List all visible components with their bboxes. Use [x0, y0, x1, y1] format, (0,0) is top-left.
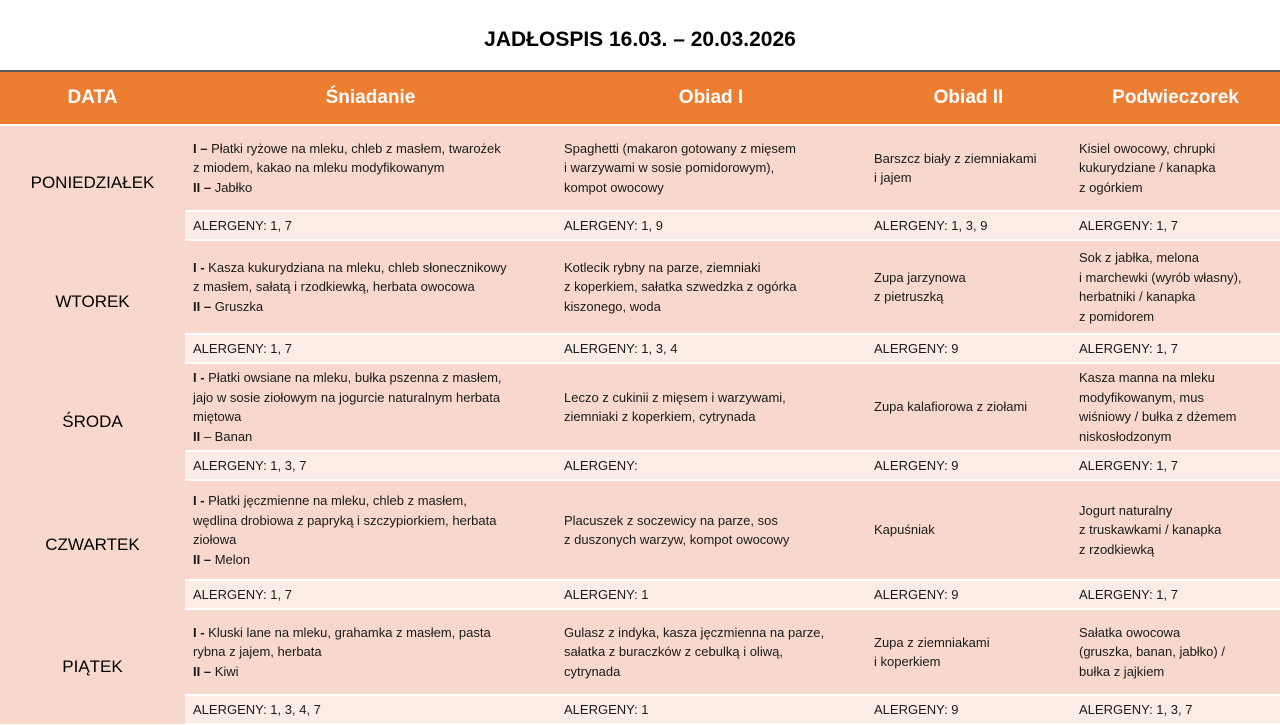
day-label: CZWARTEK: [0, 480, 185, 609]
day-label: ŚRODA: [0, 363, 185, 480]
lunch2-cell: Barszcz biały z ziemniakami i jajem: [866, 125, 1071, 211]
breakfast-cell: I – Płatki ryżowe na mleku, chleb z masłem, twarożek z miodem, kakao na mleku modyfikowanym II – Jabłko: [185, 125, 556, 211]
snack-cell: Kisiel owocowy, chrupki kukurydziane / kanapka z ogórkiem: [1071, 125, 1280, 211]
breakfast-cell: I - Kluski lane na mleku, grahamka z masłem, pasta rybna z jajem, herbata II – Kiwi: [185, 609, 556, 695]
allergen-cell: ALERGENY: 1, 3, 4: [556, 334, 866, 363]
lunch1-cell: Spaghetti (makaron gotowany z mięsem i warzywami w sosie pomidorowym), kompot owocowy: [556, 125, 866, 211]
breakfast-cell: I - Kasza kukurydziana na mleku, chleb słonecznikowy z masłem, sałatą i rzodkiewką, herbata owocowa II – Gruszka: [185, 240, 556, 334]
snack-cell: Sok z jabłka, melona i marchewki (wyrób własny), herbatniki / kanapka z pomidorem: [1071, 240, 1280, 334]
lunch2-cell: Zupa z ziemniakami i koperkiem: [866, 609, 1071, 695]
allergen-cell: ALERGENY: 1, 7: [185, 580, 556, 609]
page-title: JADŁOSPIS 16.03. – 20.03.2026: [484, 28, 796, 51]
allergen-cell: ALERGENY: 1, 3, 7: [185, 451, 556, 480]
allergen-row: [0, 580, 1280, 609]
lunch1-cell: Kotlecik rybny na parze, ziemniaki z koperkiem, sałatka szwedzka z ogórka kiszonego, woda: [556, 240, 866, 334]
table-row: [0, 609, 1280, 695]
header-snack: Podwieczorek: [1071, 71, 1280, 125]
day-label: WTOREK: [0, 240, 185, 363]
table-row: [0, 363, 1280, 451]
allergen-cell: ALERGENY: 9: [866, 695, 1071, 724]
allergen-cell: ALERGENY: 1, 7: [1071, 451, 1280, 480]
lunch1-cell: Leczo z cukinii z mięsem i warzywami, ziemniaki z koperkiem, cytrynada: [556, 363, 866, 451]
allergen-row: [0, 211, 1280, 240]
allergen-row: [0, 334, 1280, 363]
header-lunch-1: Obiad I: [556, 71, 866, 125]
lunch2-cell: Zupa jarzynowa z pietruszką: [866, 240, 1071, 334]
lunch2-cell: Kapuśniak: [866, 480, 1071, 580]
allergen-cell: ALERGENY: 1, 3, 4, 7: [185, 695, 556, 724]
allergen-cell: ALERGENY: 1: [556, 580, 866, 609]
snack-cell: Sałatka owocowa (gruszka, banan, jabłko) / bułka z jajkiem: [1071, 609, 1280, 695]
allergen-cell: ALERGENY: 9: [866, 451, 1071, 480]
allergen-cell: ALERGENY: 1, 3, 9: [866, 211, 1071, 240]
table-row: [0, 125, 1280, 211]
allergen-cell: ALERGENY: 1, 7: [185, 211, 556, 240]
snack-cell: Kasza manna na mleku modyfikowanym, mus wiśniowy / bułka z dżemem niskosłodzonym: [1071, 363, 1280, 451]
header-breakfast: Śniadanie: [185, 71, 556, 125]
table-row: [0, 240, 1280, 334]
lunch1-cell: Gulasz z indyka, kasza jęczmienna na parze, sałatka z buraczków z cebulką i oliwą, cytrynada: [556, 609, 866, 695]
allergen-cell: ALERGENY:: [556, 451, 866, 480]
allergen-cell: ALERGENY: 9: [866, 334, 1071, 363]
day-label: PONIEDZIAŁEK: [0, 125, 185, 240]
allergen-cell: ALERGENY: 1, 7: [185, 334, 556, 363]
allergen-cell: ALERGENY: 1, 9: [556, 211, 866, 240]
allergen-cell: ALERGENY: 9: [866, 580, 1071, 609]
header-row: [0, 71, 1280, 125]
header-date: DATA: [0, 71, 185, 125]
header-lunch-2: Obiad II: [866, 71, 1071, 125]
allergen-cell: ALERGENY: 1, 3, 7: [1071, 695, 1280, 724]
breakfast-cell: I - Płatki jęczmienne na mleku, chleb z masłem, wędlina drobiowa z papryką i szczypiorkiem, herbata ziołowa II – Melon: [185, 480, 556, 580]
allergen-cell: ALERGENY: 1, 7: [1071, 580, 1280, 609]
lunch1-cell: Placuszek z soczewicy na parze, sos z duszonych warzyw, kompot owocowy: [556, 480, 866, 580]
table-row: [0, 480, 1280, 580]
lunch2-cell: Zupa kalafiorowa z ziołami: [866, 363, 1071, 451]
menu-table: [0, 70, 1280, 725]
allergen-cell: ALERGENY: 1, 7: [1071, 334, 1280, 363]
snack-cell: Jogurt naturalny z truskawkami / kanapka z rzodkiewką: [1071, 480, 1280, 580]
allergen-row: [0, 451, 1280, 480]
day-label: PIĄTEK: [0, 609, 185, 724]
allergen-cell: ALERGENY: 1: [556, 695, 866, 724]
allergen-cell: ALERGENY: 1, 7: [1071, 211, 1280, 240]
breakfast-cell: I - Płatki owsiane na mleku, bułka pszenna z masłem, jajo w sosie ziołowym na jogurcie naturalnym herbata miętowa II – Banan: [185, 363, 556, 451]
